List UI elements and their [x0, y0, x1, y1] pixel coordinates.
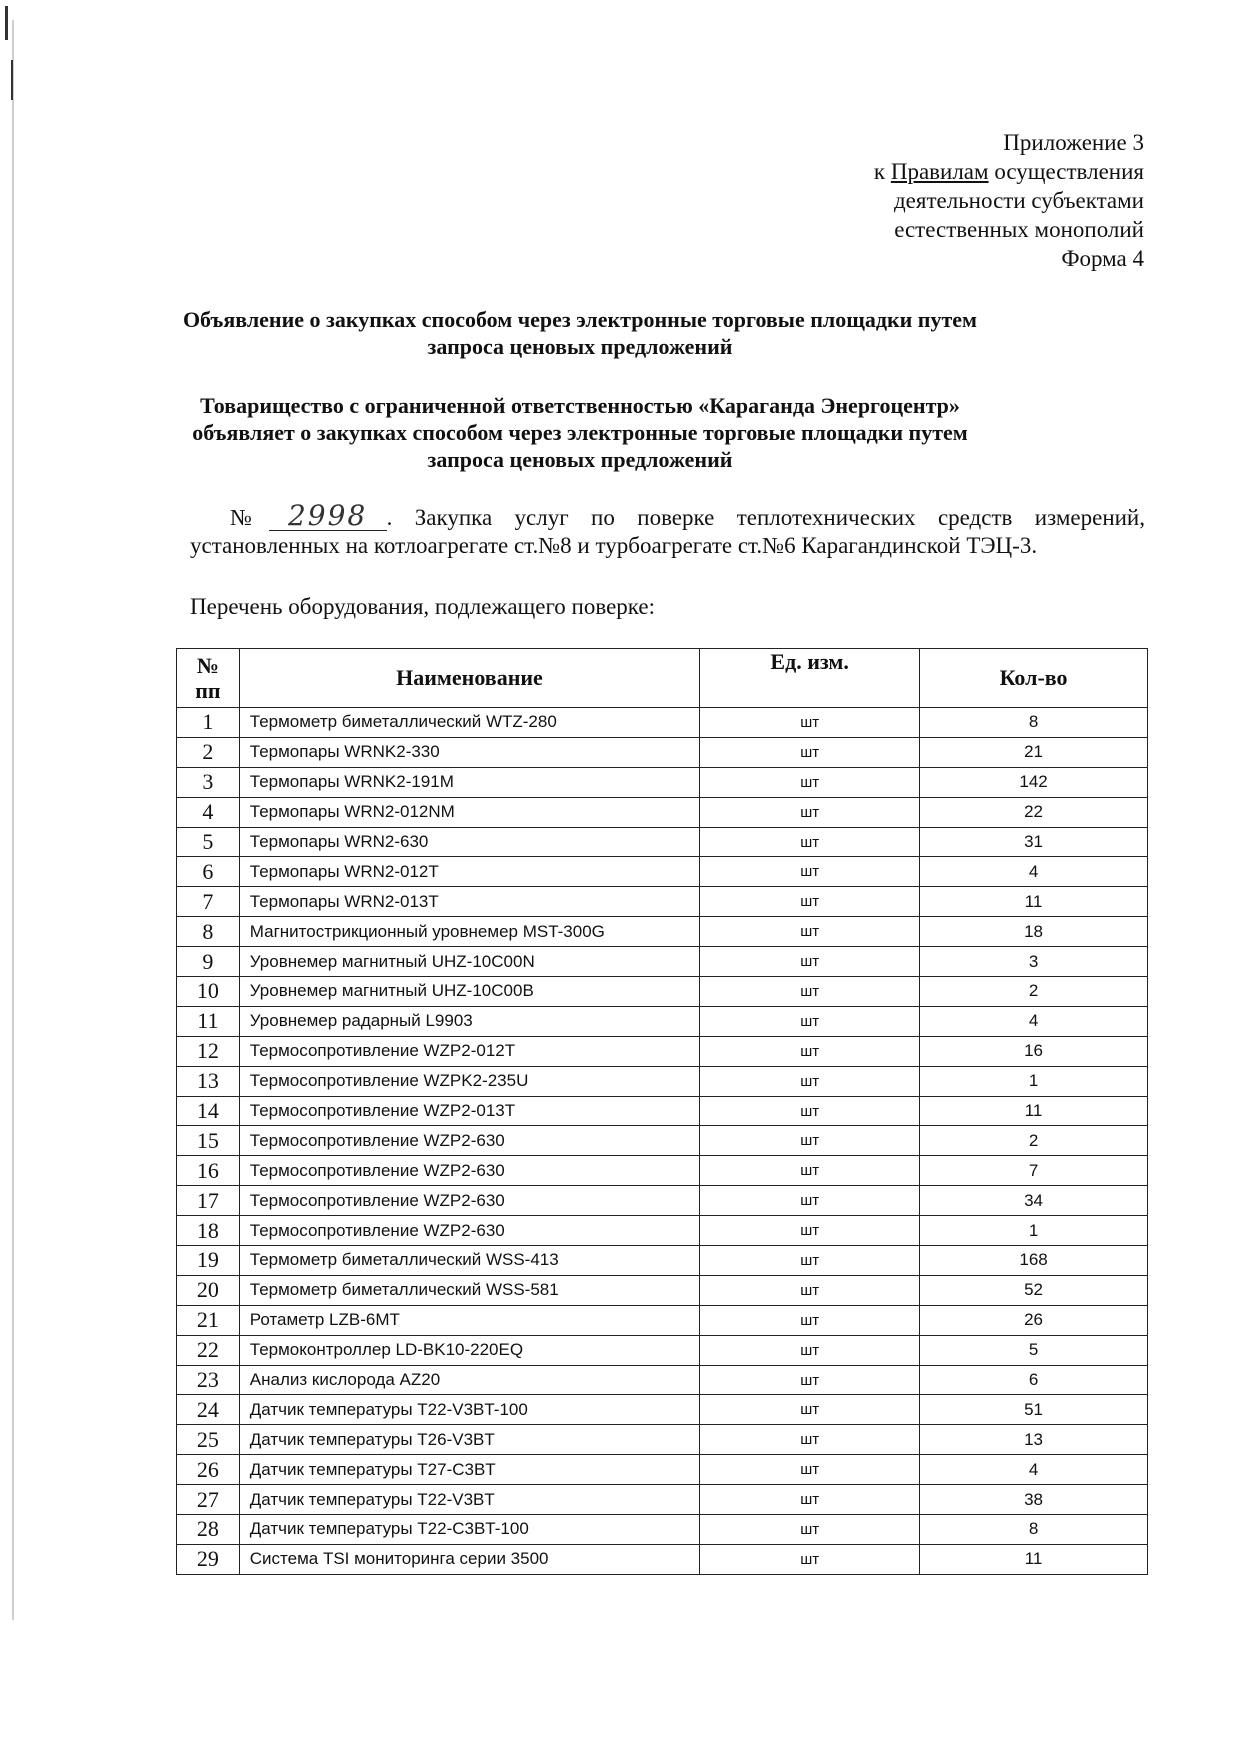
row-unit: шт — [700, 1156, 920, 1186]
table-row — [177, 977, 1148, 1007]
scan-mark — [11, 60, 13, 100]
table-row — [177, 1186, 1148, 1216]
row-unit: шт — [700, 1515, 920, 1545]
table-row — [177, 1395, 1148, 1425]
row-qty: 168 — [920, 1246, 1148, 1276]
row-name: Термопары WRNK2-330 — [239, 737, 699, 767]
row-name: Датчик температуры T26-V3BT — [239, 1425, 699, 1455]
row-qty: 11 — [920, 887, 1148, 917]
row-qty: 52 — [920, 1275, 1148, 1305]
table-row — [177, 857, 1148, 887]
table-row — [177, 1515, 1148, 1545]
row-no: 14 — [177, 1096, 240, 1126]
header-unit: Ед. изм. — [700, 649, 920, 708]
row-name: Уровнемер магнитный UHZ-10C00B — [239, 977, 699, 1007]
row-no: 2 — [177, 737, 240, 767]
row-unit: шт — [700, 737, 920, 767]
row-no: 19 — [177, 1246, 240, 1276]
scan-mark — [5, 6, 8, 40]
table-row — [177, 887, 1148, 917]
row-unit: шт — [700, 1006, 920, 1036]
row-unit: шт — [700, 857, 920, 887]
table-row — [177, 1275, 1148, 1305]
company-heading — [150, 392, 1010, 473]
announcement-heading — [150, 306, 1010, 360]
row-name: Термосопротивление WZP2-630 — [239, 1126, 699, 1156]
table-row — [177, 827, 1148, 857]
row-unit: шт — [700, 977, 920, 1007]
row-unit: шт — [700, 1305, 920, 1335]
row-name: Термосопротивление WZP2-630 — [239, 1156, 699, 1186]
row-no: 21 — [177, 1305, 240, 1335]
row-qty: 31 — [920, 827, 1148, 857]
row-qty: 16 — [920, 1036, 1148, 1066]
heading-line: запроса ценовых предложений — [427, 334, 733, 359]
appendix-block — [874, 128, 1144, 273]
row-no: 18 — [177, 1216, 240, 1246]
table-row — [177, 708, 1148, 738]
row-name: Магнитострикционный уровнемер MST-300G — [239, 917, 699, 947]
table-row — [177, 767, 1148, 797]
header-no — [177, 649, 240, 708]
row-unit: шт — [700, 1365, 920, 1395]
heading-line: объявляет о закупках способом через электронные торговые площадки путем — [192, 420, 968, 445]
row-no: 22 — [177, 1335, 240, 1365]
row-qty: 21 — [920, 737, 1148, 767]
table-row — [177, 1006, 1148, 1036]
row-qty: 11 — [920, 1096, 1148, 1126]
row-no: 4 — [177, 797, 240, 827]
row-qty: 13 — [920, 1425, 1148, 1455]
table-row — [177, 1544, 1148, 1574]
row-no: 13 — [177, 1066, 240, 1096]
row-qty: 8 — [920, 708, 1148, 738]
row-qty: 22 — [920, 797, 1148, 827]
row-name: Термопары WRN2-012T — [239, 857, 699, 887]
table-row — [177, 1485, 1148, 1515]
row-name: Ротаметр LZB-6MT — [239, 1305, 699, 1335]
row-qty: 11 — [920, 1544, 1148, 1574]
lot-text: . Закупка услуг по поверке теплотехнических средств измерений, установленных на котлоагрегате ст.№8 и турбоагрегате ст.№6 Карагандинской ТЭЦ-3. — [190, 505, 1145, 558]
row-name: Термометр биметаллический WTZ-280 — [239, 708, 699, 738]
row-qty: 4 — [920, 1455, 1148, 1485]
list-caption: Перечень оборудования, подлежащего поверке: — [190, 594, 655, 619]
row-name: Термоконтроллер LD-BK10-220EQ — [239, 1335, 699, 1365]
row-name: Термометр биметаллический WSS-413 — [239, 1246, 699, 1276]
row-unit: шт — [700, 797, 920, 827]
appendix-line: деятельности субъектами — [893, 188, 1144, 213]
row-qty: 18 — [920, 917, 1148, 947]
row-qty: 2 — [920, 1126, 1148, 1156]
row-name: Термосопротивление WZPK2-235U — [239, 1066, 699, 1096]
row-qty: 26 — [920, 1305, 1148, 1335]
appendix-rules-link: Правилам — [890, 159, 989, 184]
row-no: 3 — [177, 767, 240, 797]
row-qty: 34 — [920, 1186, 1148, 1216]
table-row — [177, 1126, 1148, 1156]
row-unit: шт — [700, 1335, 920, 1365]
appendix-rules-suffix: осуществления — [988, 159, 1144, 184]
lot-description — [190, 499, 1145, 560]
row-unit: шт — [700, 1246, 920, 1276]
row-name: Термосопротивление WZP2-013T — [239, 1096, 699, 1126]
header-no-sign: № — [196, 653, 219, 678]
row-unit: шт — [700, 1216, 920, 1246]
row-no: 29 — [177, 1544, 240, 1574]
appendix-form: Форма 4 — [1061, 246, 1144, 271]
table-row — [177, 1036, 1148, 1066]
row-qty: 2 — [920, 977, 1148, 1007]
row-no: 16 — [177, 1156, 240, 1186]
row-qty: 51 — [920, 1395, 1148, 1425]
row-no: 23 — [177, 1365, 240, 1395]
heading-line: запроса ценовых предложений — [427, 447, 733, 472]
row-no: 27 — [177, 1485, 240, 1515]
header-name: Наименование — [239, 649, 699, 708]
row-qty: 1 — [920, 1066, 1148, 1096]
lot-number-sign: № — [230, 505, 269, 530]
row-unit: шт — [700, 708, 920, 738]
table-row — [177, 1096, 1148, 1126]
row-no: 10 — [177, 977, 240, 1007]
row-unit: шт — [700, 1485, 920, 1515]
appendix-line: естественных монополий — [894, 217, 1144, 242]
row-unit: шт — [700, 827, 920, 857]
row-no: 6 — [177, 857, 240, 887]
row-name: Датчик температуры T22-V3BT-100 — [239, 1395, 699, 1425]
appendix-rules-prefix: к — [873, 159, 891, 184]
row-name: Термосопротивление WZP2-630 — [239, 1216, 699, 1246]
row-qty: 3 — [920, 947, 1148, 977]
row-unit: шт — [700, 887, 920, 917]
table-row — [177, 917, 1148, 947]
row-no: 11 — [177, 1006, 240, 1036]
row-no: 24 — [177, 1395, 240, 1425]
row-no: 20 — [177, 1275, 240, 1305]
row-unit: шт — [700, 767, 920, 797]
row-name: Датчик температуры T22-C3BT-100 — [239, 1515, 699, 1545]
row-qty: 8 — [920, 1515, 1148, 1545]
row-qty: 4 — [920, 857, 1148, 887]
row-qty: 6 — [920, 1365, 1148, 1395]
table-header-row — [177, 649, 1148, 708]
row-name: Термопары WRN2-630 — [239, 827, 699, 857]
row-unit: шт — [700, 1395, 920, 1425]
heading-line: Товарищество с ограниченной ответственностью «Караганда Энергоцентр» — [200, 393, 960, 418]
row-name: Термопары WRN2-013T — [239, 887, 699, 917]
row-unit: шт — [700, 1186, 920, 1216]
row-unit: шт — [700, 1455, 920, 1485]
header-no-pp: пп — [195, 678, 221, 703]
row-name: Термометр биметаллический WSS-581 — [239, 1275, 699, 1305]
row-name: Термопары WRNK2-191M — [239, 767, 699, 797]
row-no: 15 — [177, 1126, 240, 1156]
table-row — [177, 1305, 1148, 1335]
row-name: Система TSI мониторинга серии 3500 — [239, 1544, 699, 1574]
row-unit: шт — [700, 1096, 920, 1126]
table-row — [177, 737, 1148, 767]
table-row — [177, 1066, 1148, 1096]
row-no: 28 — [177, 1515, 240, 1545]
row-no: 1 — [177, 708, 240, 738]
row-name: Термосопротивление WZP2-012T — [239, 1036, 699, 1066]
row-no: 9 — [177, 947, 240, 977]
row-unit: шт — [700, 1544, 920, 1574]
row-unit: шт — [700, 947, 920, 977]
heading-line: Объявление о закупках способом через электронные торговые площадки путем — [182, 307, 978, 332]
row-no: 8 — [177, 917, 240, 947]
table-row — [177, 1455, 1148, 1485]
row-qty: 142 — [920, 767, 1148, 797]
appendix-rules-line — [874, 157, 1144, 186]
row-name: Термосопротивление WZP2-630 — [239, 1186, 699, 1216]
row-unit: шт — [700, 1425, 920, 1455]
row-name: Датчик температуры T22-V3BT — [239, 1485, 699, 1515]
row-unit: шт — [700, 1036, 920, 1066]
row-unit: шт — [700, 917, 920, 947]
row-qty: 4 — [920, 1006, 1148, 1036]
row-name: Датчик температуры T27-C3BT — [239, 1455, 699, 1485]
row-qty: 7 — [920, 1156, 1148, 1186]
row-qty: 38 — [920, 1485, 1148, 1515]
equipment-table — [176, 648, 1148, 1575]
table-row — [177, 1335, 1148, 1365]
row-name: Термопары WRN2-012NM — [239, 797, 699, 827]
table-row — [177, 1425, 1148, 1455]
appendix-line: Приложение 3 — [1003, 130, 1144, 155]
row-qty: 5 — [920, 1335, 1148, 1365]
table-row — [177, 797, 1148, 827]
row-name: Уровнемер радарный L9903 — [239, 1006, 699, 1036]
table-row — [177, 947, 1148, 977]
row-no: 25 — [177, 1425, 240, 1455]
row-no: 5 — [177, 827, 240, 857]
row-unit: шт — [700, 1126, 920, 1156]
row-no: 7 — [177, 887, 240, 917]
header-qty: Кол-во — [920, 649, 1148, 708]
lot-number: 2998 — [269, 502, 387, 531]
row-name: Уровнемер магнитный UHZ-10C00N — [239, 947, 699, 977]
row-unit: шт — [700, 1275, 920, 1305]
row-name: Анализ кислорода AZ20 — [239, 1365, 699, 1395]
table-row — [177, 1216, 1148, 1246]
table-row — [177, 1365, 1148, 1395]
table-row — [177, 1156, 1148, 1186]
row-qty: 1 — [920, 1216, 1148, 1246]
row-no: 26 — [177, 1455, 240, 1485]
scan-edge — [12, 20, 14, 1620]
row-no: 17 — [177, 1186, 240, 1216]
row-unit: шт — [700, 1066, 920, 1096]
table-row — [177, 1246, 1148, 1276]
row-no: 12 — [177, 1036, 240, 1066]
